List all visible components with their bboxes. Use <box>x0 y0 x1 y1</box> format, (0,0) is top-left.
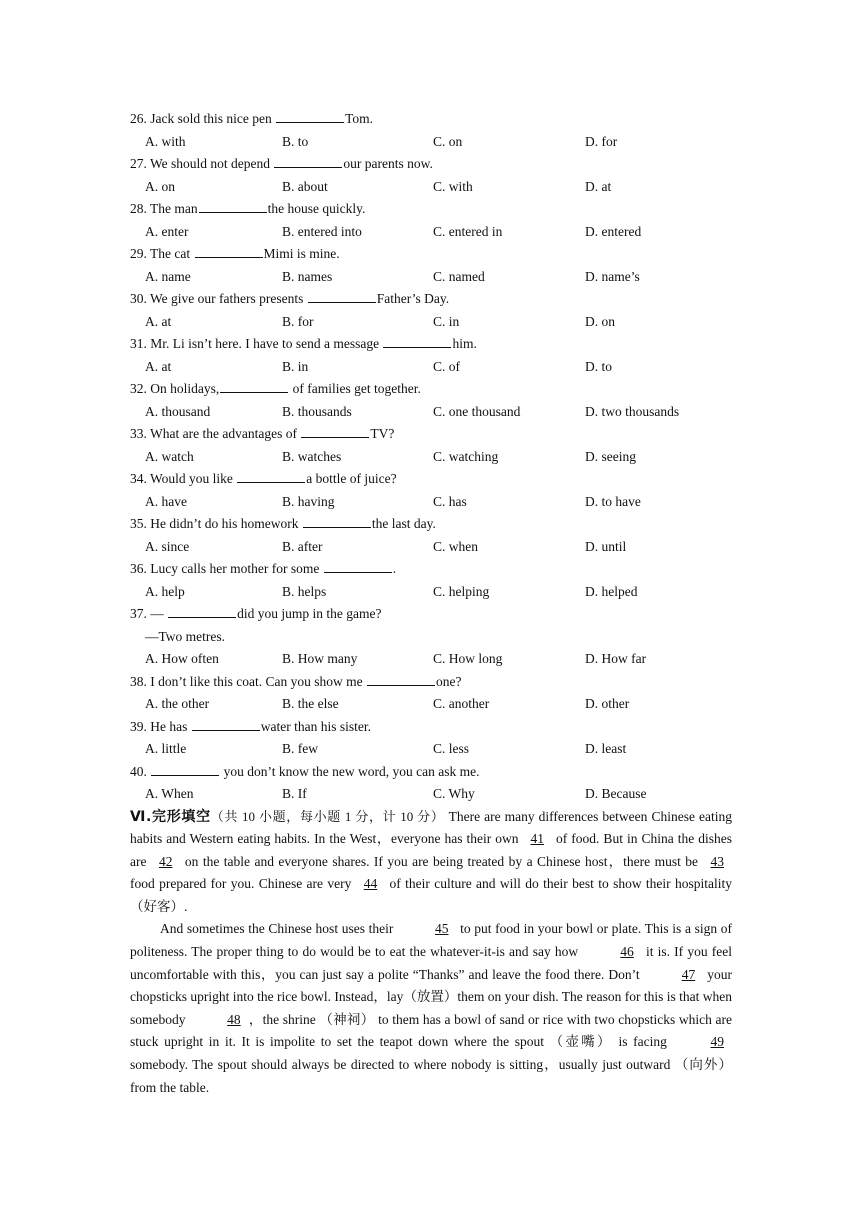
answer-option[interactable]: C. helping <box>433 583 490 599</box>
answer-option[interactable]: B. about <box>282 178 328 194</box>
answer-option[interactable]: B. helps <box>282 583 327 599</box>
question-text-before-blank: The man <box>150 201 198 216</box>
answer-option[interactable]: D. two thousands <box>585 403 680 419</box>
cloze-blank-number[interactable]: 47 <box>681 966 696 982</box>
cloze-text: And sometimes the Chinese host uses their <box>160 921 397 937</box>
answer-blank[interactable] <box>367 671 435 686</box>
answer-blank[interactable] <box>168 603 236 618</box>
answer-options <box>130 648 732 671</box>
answer-option[interactable]: A. enter <box>145 223 189 239</box>
answer-option[interactable]: B. in <box>282 358 309 374</box>
answer-options <box>130 356 732 379</box>
answer-option[interactable]: C. of <box>433 358 460 374</box>
answer-options <box>130 221 732 244</box>
answer-blank[interactable] <box>383 333 451 348</box>
answer-option[interactable]: B. names <box>282 268 333 284</box>
answer-option[interactable]: B. after <box>282 538 323 554</box>
answer-blank[interactable] <box>301 423 369 438</box>
answer-option[interactable]: D. seeing <box>585 448 636 464</box>
answer-option[interactable]: B. thousands <box>282 403 352 419</box>
answer-options <box>130 131 732 154</box>
answer-option[interactable]: D. helped <box>585 583 638 599</box>
question-stem <box>130 761 732 784</box>
answer-option[interactable]: B. having <box>282 493 335 509</box>
question-number: 32. <box>130 381 147 396</box>
question-number: 26. <box>130 111 147 126</box>
cloze-blank-number[interactable]: 43 <box>710 853 724 869</box>
answer-option[interactable]: C. another <box>433 696 490 711</box>
cloze-text: your chopsticks upright into the rice bowl. Instead，lay（放置）them on your dish. The reason for this is that when somebody <box>130 966 732 1027</box>
answer-option[interactable]: C. when <box>433 538 478 554</box>
answer-option[interactable]: A. on <box>145 178 175 194</box>
answer-option[interactable]: C. How long <box>433 651 503 666</box>
section-meta: （共 10 小题，每小题 1 分，计 10 分） <box>210 808 445 824</box>
cloze-section <box>130 806 732 1100</box>
cloze-text: of food. But in China the dishes are <box>130 831 732 869</box>
cloze-paragraph-2 <box>130 918 732 1099</box>
question-text-before-blank: The cat <box>150 246 194 261</box>
answer-option[interactable]: C. Why <box>433 786 475 801</box>
answer-option[interactable]: A. thousand <box>145 403 211 419</box>
question-stem <box>130 513 732 536</box>
answer-blank[interactable] <box>276 108 344 123</box>
question-stem <box>130 468 732 491</box>
answer-option[interactable]: A. at <box>145 358 172 374</box>
question-stem <box>130 423 732 446</box>
answer-option[interactable]: A. help <box>145 583 185 599</box>
answer-option[interactable]: C. one thousand <box>433 403 521 419</box>
question-text-after-blank: of families get together. <box>289 381 421 396</box>
question-text-before-blank: — <box>150 606 168 621</box>
answer-options <box>130 581 732 604</box>
answer-blank[interactable] <box>199 198 267 213</box>
answer-blank[interactable] <box>195 243 263 258</box>
answer-option[interactable]: D. for <box>585 133 618 149</box>
answer-option[interactable]: D. entered <box>585 223 642 239</box>
answer-option[interactable]: B. watches <box>282 448 342 464</box>
question-number: 29. <box>130 246 147 261</box>
question-number: 40. <box>130 763 147 779</box>
cloze-blank-number[interactable]: 44 <box>363 876 378 892</box>
answer-option[interactable]: A. with <box>145 133 186 149</box>
cloze-text: to put food in your bowl or plate. This is a sign of politeness. The proper thing to do would be to eat the whatever-it-is and say how <box>130 921 732 960</box>
answer-option[interactable]: A. have <box>145 493 187 509</box>
question-text-after-blank: Tom. <box>345 111 374 126</box>
question-number: 38. <box>130 673 147 689</box>
answer-blank[interactable] <box>274 153 342 168</box>
cloze-text: There are many differences between Chinese eating habits and Western eating habits. In the West，everyone has their own <box>130 808 732 847</box>
answer-option[interactable]: C. with <box>433 178 473 194</box>
answer-blank[interactable] <box>324 558 392 573</box>
section-title: Ⅵ.完形填空 <box>130 808 211 825</box>
answer-option[interactable]: B. the else <box>282 696 339 711</box>
cloze-text: somebody. The spout should always be directed to where nobody is sitting，usually just outward （向外） from the table. <box>130 1057 732 1095</box>
question-stem <box>130 378 732 401</box>
answer-blank[interactable] <box>308 288 376 303</box>
cloze-text: on the table and everyone shares. If you are being treated by a Chinese host，there must be <box>180 853 703 869</box>
question-text-after-blank: one? <box>435 673 462 689</box>
answer-options <box>130 536 732 559</box>
answer-option[interactable]: C. named <box>433 268 485 284</box>
question-text-before-blank: He didn’t do his homework <box>150 516 302 531</box>
question-number: 30. <box>130 291 147 306</box>
answer-options <box>130 311 732 334</box>
question-text-before-blank: We should not depend <box>150 156 274 171</box>
cloze-blank-number[interactable]: 48 <box>227 1011 241 1027</box>
answer-option[interactable]: C. less <box>433 741 470 756</box>
answer-blank[interactable] <box>151 761 219 776</box>
question-number: 31. <box>130 336 147 351</box>
answer-option[interactable]: A. at <box>145 313 172 329</box>
answer-options <box>130 176 732 199</box>
answer-options <box>130 738 732 761</box>
question-text-after-blank: water than his sister. <box>260 718 371 734</box>
answer-option[interactable]: A. watch <box>145 448 194 464</box>
answer-options <box>130 783 732 806</box>
question-text-before-blank: Mr. Li isn’t here. I have to send a message <box>150 336 383 351</box>
answer-option[interactable]: D. to <box>585 358 612 374</box>
cloze-blank-number[interactable]: 49 <box>710 1034 724 1050</box>
answer-option[interactable]: B. for <box>282 313 314 329</box>
answer-option[interactable]: C. entered in <box>433 223 503 239</box>
answer-option[interactable]: A. When <box>145 786 194 801</box>
question-text-after-blank: Mimi is mine. <box>263 246 340 261</box>
question-text-before-blank: I don’t like this coat. Can you show me <box>150 673 366 689</box>
question-text-before-blank: Lucy calls her mother for some <box>150 561 323 576</box>
answer-option[interactable]: C. watching <box>433 448 499 464</box>
answer-blank[interactable] <box>237 468 305 483</box>
dialogue-response: —Two metres. <box>145 628 226 644</box>
answer-option[interactable]: C. has <box>433 493 467 509</box>
answer-options <box>130 491 732 514</box>
answer-option[interactable]: D. other <box>585 696 630 711</box>
question-number: 33. <box>130 426 147 441</box>
answer-option[interactable]: D. on <box>585 313 615 329</box>
answer-option[interactable]: D. How far <box>585 651 647 666</box>
answer-option[interactable]: B. If <box>282 786 307 801</box>
answer-options <box>130 401 732 424</box>
question-text-after-blank: a bottle of juice? <box>306 471 397 486</box>
question-text-after-blank: did you jump in the game? <box>237 606 382 621</box>
question-number: 35. <box>130 516 147 531</box>
question-number: 27. <box>130 156 147 171</box>
question-stem <box>130 153 732 176</box>
question-text-after-blank: TV? <box>370 426 395 441</box>
question-text-before-blank: Jack sold this nice pen <box>150 111 276 126</box>
question-text-after-blank: our parents now. <box>343 156 433 171</box>
question-stem <box>130 603 732 626</box>
cloze-paragraph-1 <box>130 806 732 919</box>
answer-options <box>130 446 732 469</box>
cloze-text: food prepared for you. Chinese are very <box>130 876 356 892</box>
answer-option[interactable]: D. least <box>585 741 627 756</box>
answer-option[interactable]: D. until <box>585 538 627 554</box>
answer-blank[interactable] <box>220 378 288 393</box>
cloze-text: ，the shrine （神祠） to them has a bowl of sand or rice with two chopsticks which are stuck upright in it. It is impolite to set the teapot down where the spout （壶嘴） is facing <box>130 1011 732 1050</box>
question-text-after-blank: you don’t know the new word, you can ask me. <box>220 763 480 779</box>
question-number: 37. <box>130 606 147 621</box>
answer-option[interactable]: D. to have <box>585 493 641 509</box>
question-text-after-blank: him. <box>452 336 477 351</box>
question-number: 34. <box>130 471 147 486</box>
question-stem <box>130 243 732 266</box>
answer-blank[interactable] <box>303 513 371 528</box>
answer-option[interactable]: A. name <box>145 268 191 284</box>
answer-option[interactable]: C. in <box>433 313 460 329</box>
cloze-blank-number[interactable]: 41 <box>530 831 545 847</box>
answer-option[interactable]: D. Because <box>585 786 647 801</box>
question-stem <box>130 716 732 739</box>
question-text-before-blank: On holidays, <box>150 381 220 396</box>
cloze-blank-number[interactable]: 42 <box>158 853 173 869</box>
answer-option[interactable]: A. the other <box>145 696 210 711</box>
worksheet-page <box>130 108 732 1099</box>
question-text-before-blank: He has <box>150 718 191 734</box>
question-number: 39. <box>130 718 147 734</box>
answer-options <box>130 693 732 716</box>
answer-option[interactable]: B. to <box>282 133 309 149</box>
question-text-after-blank: the last day. <box>371 516 436 531</box>
question-text-before-blank: Would you like <box>150 471 237 486</box>
answer-option[interactable]: B. entered into <box>282 223 362 239</box>
question-stem <box>130 288 732 311</box>
answer-option[interactable]: A. since <box>145 538 190 554</box>
answer-option[interactable]: A. little <box>145 741 187 756</box>
answer-option[interactable]: C. on <box>433 133 463 149</box>
cloze-blank-number[interactable]: 45 <box>435 921 449 937</box>
question-stem <box>130 333 732 356</box>
question-stem <box>130 108 732 131</box>
question-stem <box>130 198 732 221</box>
multiple-choice-questions <box>130 108 732 806</box>
cloze-text: it is. If you feel uncomfortable with this，you can just say a polite “Thanks” and leave the food there. Don’t <box>130 944 732 982</box>
answer-blank[interactable] <box>192 716 260 731</box>
question-text-after-blank: Father’s Day. <box>376 291 450 306</box>
answer-option[interactable]: B. few <box>282 741 318 756</box>
question-text-after-blank: . <box>392 561 397 576</box>
answer-option[interactable]: A. How often <box>145 651 219 666</box>
answer-option[interactable]: D. name’s <box>585 268 640 284</box>
question-number: 36. <box>130 561 147 576</box>
question-text-after-blank: the house quickly. <box>267 201 366 216</box>
cloze-blank-number[interactable]: 46 <box>620 944 634 960</box>
answer-option[interactable]: D. at <box>585 178 612 194</box>
answer-option[interactable]: B. How many <box>282 651 358 666</box>
question-stem <box>130 671 732 694</box>
question-stem <box>130 558 732 581</box>
question-number: 28. <box>130 201 147 216</box>
question-text-before-blank: What are the advantages of <box>150 426 301 441</box>
cloze-text: of their culture and will do their best to show their hospitality （好客）. <box>130 876 733 914</box>
question-text-before-blank: We give our fathers presents <box>150 291 307 306</box>
answer-options <box>130 266 732 289</box>
